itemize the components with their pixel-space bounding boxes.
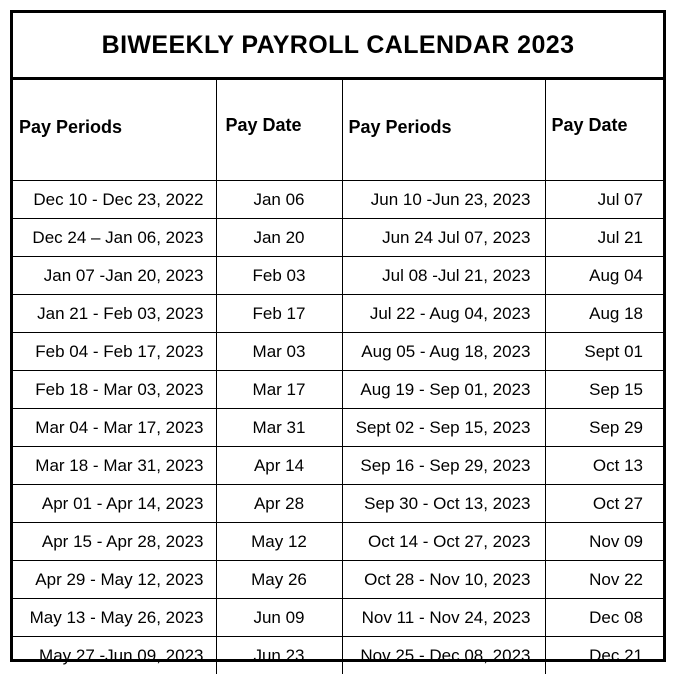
- table-row: [13, 295, 663, 333]
- right-pay-date-cell: Sep 29: [545, 409, 663, 447]
- payroll-table: [13, 80, 663, 674]
- left-pay-period-cell: Feb 18 - Mar 03, 2023: [13, 371, 216, 409]
- header-pay-date-right: Pay Date: [545, 80, 663, 181]
- right-pay-period-cell: Sep 16 - Sep 29, 2023: [342, 447, 545, 485]
- right-pay-period-cell: Oct 14 - Oct 27, 2023: [342, 523, 545, 561]
- right-pay-date-cell: Nov 09: [545, 523, 663, 561]
- table-row: [13, 485, 663, 523]
- left-pay-period-cell: Mar 18 - Mar 31, 2023: [13, 447, 216, 485]
- right-pay-period-cell: Nov 11 - Nov 24, 2023: [342, 599, 545, 637]
- right-pay-period-cell: Nov 25 - Dec 08, 2023: [342, 637, 545, 675]
- table-body: [13, 181, 663, 675]
- right-pay-date-cell: Jul 21: [545, 219, 663, 257]
- left-pay-period-cell: May 27 -Jun 09, 2023: [13, 637, 216, 675]
- header-row: [13, 80, 663, 181]
- left-pay-period-cell: Mar 04 - Mar 17, 2023: [13, 409, 216, 447]
- table-row: [13, 257, 663, 295]
- title-bar: [13, 13, 663, 80]
- right-pay-date-cell: Sep 15: [545, 371, 663, 409]
- left-pay-date-cell: Mar 31: [216, 409, 342, 447]
- left-pay-period-cell: Apr 29 - May 12, 2023: [13, 561, 216, 599]
- payroll-calendar: [10, 10, 666, 665]
- right-pay-date-cell: Oct 27: [545, 485, 663, 523]
- left-pay-date-cell: Mar 17: [216, 371, 342, 409]
- right-pay-date-cell: Dec 08: [545, 599, 663, 637]
- left-pay-date-cell: May 12: [216, 523, 342, 561]
- left-pay-date-cell: Apr 14: [216, 447, 342, 485]
- table-row: [13, 409, 663, 447]
- table-row: [13, 447, 663, 485]
- right-pay-period-cell: Jun 10 -Jun 23, 2023: [342, 181, 545, 219]
- left-pay-period-cell: May 13 - May 26, 2023: [13, 599, 216, 637]
- left-pay-date-cell: Mar 03: [216, 333, 342, 371]
- right-pay-date-cell: Jul 07: [545, 181, 663, 219]
- right-pay-date-cell: Aug 04: [545, 257, 663, 295]
- header-pay-date-left: Pay Date: [216, 80, 342, 181]
- table-row: [13, 561, 663, 599]
- left-pay-date-cell: Jan 06: [216, 181, 342, 219]
- table-row: [13, 181, 663, 219]
- right-pay-period-cell: Jul 08 -Jul 21, 2023: [342, 257, 545, 295]
- left-pay-date-cell: May 26: [216, 561, 342, 599]
- right-pay-period-cell: Aug 19 - Sep 01, 2023: [342, 371, 545, 409]
- left-pay-date-cell: Apr 28: [216, 485, 342, 523]
- table-row: [13, 637, 663, 675]
- table-row: [13, 333, 663, 371]
- page-title: BIWEEKLY PAYROLL CALENDAR 2023: [101, 30, 575, 59]
- left-pay-period-cell: Dec 10 - Dec 23, 2022: [13, 181, 216, 219]
- left-pay-period-cell: Jan 21 - Feb 03, 2023: [13, 295, 216, 333]
- left-pay-period-cell: Apr 15 - Apr 28, 2023: [13, 523, 216, 561]
- left-pay-date-cell: Jan 20: [216, 219, 342, 257]
- right-pay-period-cell: Aug 05 - Aug 18, 2023: [342, 333, 545, 371]
- right-pay-date-cell: Sept 01: [545, 333, 663, 371]
- left-pay-period-cell: Apr 01 - Apr 14, 2023: [13, 485, 216, 523]
- right-pay-period-cell: Oct 28 - Nov 10, 2023: [342, 561, 545, 599]
- left-pay-date-cell: Jun 23: [216, 637, 342, 675]
- right-pay-period-cell: Sep 30 - Oct 13, 2023: [342, 485, 545, 523]
- right-pay-date-cell: Nov 22: [545, 561, 663, 599]
- left-pay-period-cell: Jan 07 -Jan 20, 2023: [13, 257, 216, 295]
- header-pay-periods-left: Pay Periods: [13, 80, 216, 181]
- left-pay-date-cell: Feb 17: [216, 295, 342, 333]
- left-pay-period-cell: Feb 04 - Feb 17, 2023: [13, 333, 216, 371]
- table-row: [13, 219, 663, 257]
- left-pay-date-cell: Jun 09: [216, 599, 342, 637]
- left-pay-date-cell: Feb 03: [216, 257, 342, 295]
- table-row: [13, 371, 663, 409]
- right-pay-period-cell: Jul 22 - Aug 04, 2023: [342, 295, 545, 333]
- table-row: [13, 599, 663, 637]
- right-pay-period-cell: Sept 02 - Sep 15, 2023: [342, 409, 545, 447]
- right-pay-period-cell: Jun 24 Jul 07, 2023: [342, 219, 545, 257]
- right-pay-date-cell: Aug 18: [545, 295, 663, 333]
- right-pay-date-cell: Oct 13: [545, 447, 663, 485]
- header-pay-periods-right: Pay Periods: [342, 80, 545, 181]
- right-pay-date-cell: Dec 21: [545, 637, 663, 675]
- left-pay-period-cell: Dec 24 – Jan 06, 2023: [13, 219, 216, 257]
- table-row: [13, 523, 663, 561]
